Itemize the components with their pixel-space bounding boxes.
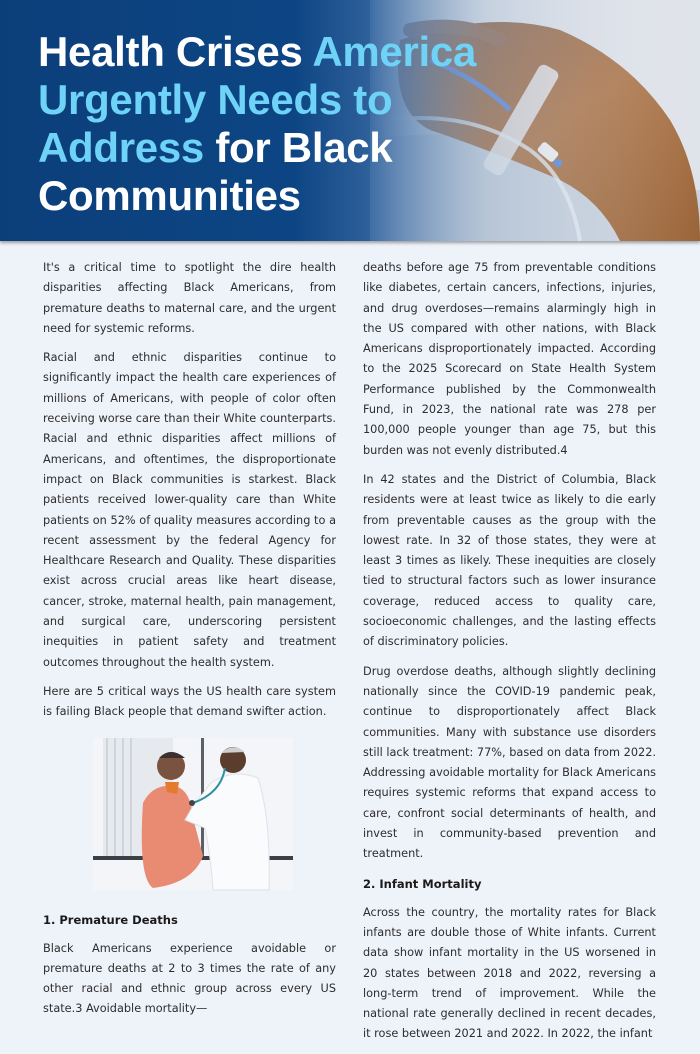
doctor-examining-patient-image xyxy=(93,738,293,890)
body-paragraph: Drug overdose deaths, although slightly declining nationally since the COVID-19 pandemic peak, continue to disproportionately affect Black communities. Many with substance use disorders still lack treatment: 77%, based on data from 2022. Addressing avoidable mortality for Black Americans requires systemic reforms that expand access to care, confront social determinants of health, and invest in community-based prevention and treatment. xyxy=(363,664,656,861)
hero-banner xyxy=(0,0,700,241)
title-part-2: for Black Communities xyxy=(38,124,393,219)
title-accent: America Urgently Needs to Address xyxy=(38,28,477,171)
body-paragraph: Black Americans experience avoidable or premature deaths at 2 to 3 times the rate of any other racial and ethnic group across every US state.3 Avoidable mortality— xyxy=(43,941,336,1016)
body-paragraph: Racial and ethnic disparities continue to significantly impact the health care experiences of millions of Americans, with people of color often receiving worse care than their White counterparts. Racial and ethnic disparities affect millions of Americans, and oftentimes, the disproportionate impact on Black communities is starkest. Black patients received lower-quality care than White patients on 52% of quality measures according to a recent assessment by the federal Agency for Healthcare Research and Quality. These disparities exist across crucial areas like heart disease, cancer, stroke, maternal health, pain management, and surgical care, underscoring persistent inequities in patient safety and treatment outcomes throughout the health system. xyxy=(43,351,336,669)
body-paragraph: In 42 states and the District of Columbia, Black residents were at least twice as likely to die early from preventable causes as the group with the lowest rate. In 32 of those states, they were at least 3 times as likely. These inequities are closely tied to structural factors such as lower insurance coverage, reduced access to quality care, socioeconomic challenges, and the lasting effects of discriminatory policies. xyxy=(363,472,656,649)
body-paragraph: deaths before age 75 from preventable conditions like diabetes, certain cancers, infections, injuries, and drug overdoses—remains alarmingly high in the US compared with other nations, with Black Americans disproportionately impacted. According to the 2025 Scorecard on State Health System Performance published by the Commonwealth Fund, in 2023, the national rate was 278 per 100,000 people younger than age 75, but this burden was not evenly distributed.4 xyxy=(363,261,656,457)
intro-paragraph: It's a critical time to spotlight the dire health disparities affecting Black Americans, from premature deaths to maternal care, and the urgent need for systemic reforms. xyxy=(43,261,336,335)
page-title xyxy=(38,28,558,220)
right-column xyxy=(363,258,656,1054)
section-heading-premature-deaths: 1. Premature Deaths xyxy=(43,912,178,927)
title-part-1: Health Crises xyxy=(38,28,313,75)
section-heading-infant-mortality: 2. Infant Mortality xyxy=(363,876,482,891)
body-paragraph: Across the country, the mortality rates for Black infants are double those of White infants. Current data show infant mortality in the US worsened in 20 states between 2018 and 2022, reversing a long-term trend of improvement. While the national rate generally declined in recent decades, it rose between 2021 and 2022. In 2022, the infant xyxy=(363,905,656,1041)
left-column xyxy=(43,258,336,1029)
body-paragraph: Here are 5 critical ways the US health care system is failing Black people that demand swifter action. xyxy=(43,684,336,719)
doctor-patient-figure xyxy=(43,732,336,902)
